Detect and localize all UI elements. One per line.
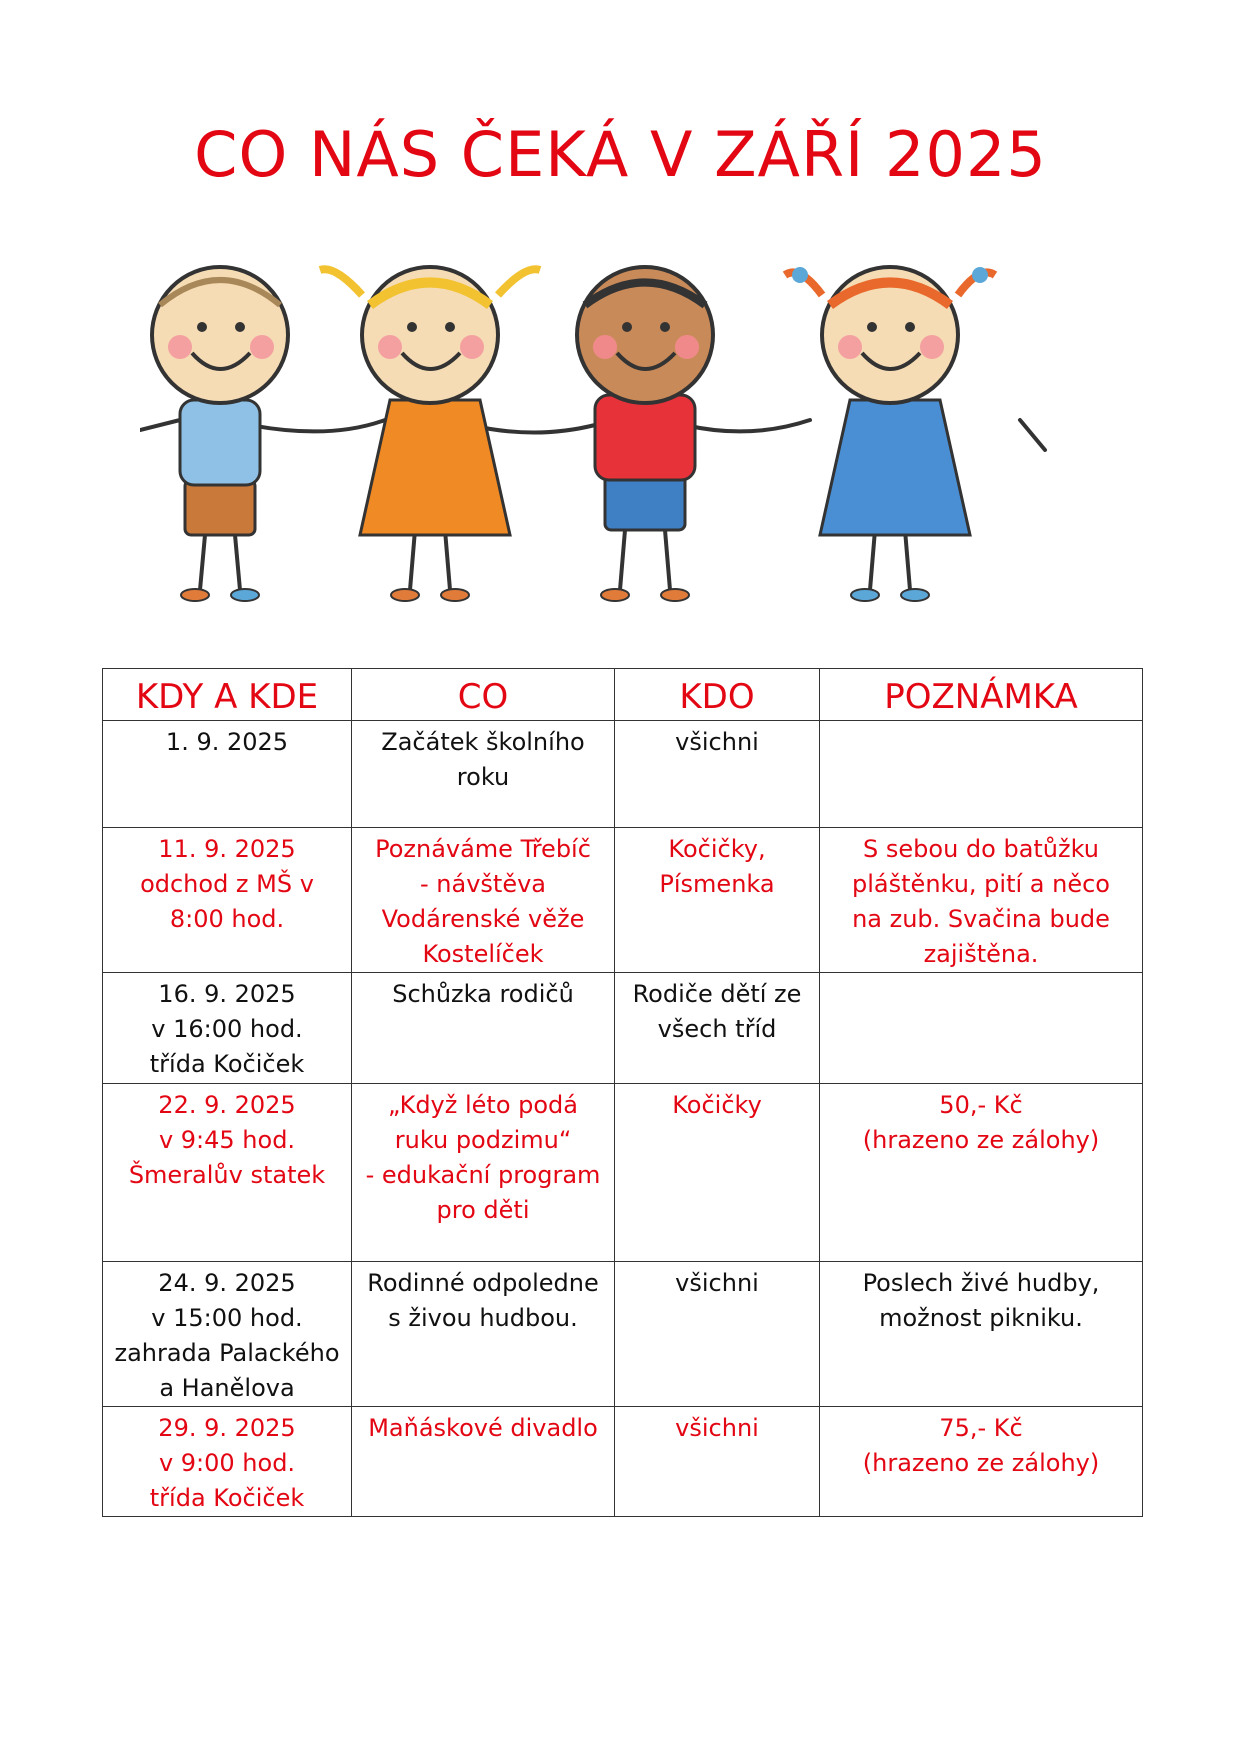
cell-note	[820, 721, 1143, 828]
boy-figure-left	[152, 267, 288, 601]
cell-note: Poslech živé hudby, možnost pikniku.	[820, 1262, 1143, 1407]
cell-when-where: 29. 9. 2025 v 9:00 hod. třída Kočiček	[103, 1407, 352, 1517]
table-row	[103, 721, 1143, 828]
page-title: CO NÁS ČEKÁ V ZÁŘÍ 2025	[194, 118, 1047, 191]
girl-figure-yellow-hair	[320, 267, 540, 601]
cell-note: 50,- Kč (hrazeno ze zálohy)	[820, 1084, 1143, 1262]
cell-who: Rodiče dětí ze všech tříd	[615, 973, 820, 1084]
boy-figure-red-shirt	[577, 267, 713, 601]
cell-what: Začátek školního roku	[352, 721, 615, 828]
table-row	[103, 828, 1143, 973]
cell-note: 75,- Kč (hrazeno ze zálohy)	[820, 1407, 1143, 1517]
girl-figure-red-hair	[785, 267, 995, 601]
table-row	[103, 1084, 1143, 1262]
cell-who: všichni	[615, 1262, 820, 1407]
header-poznamka: POZNÁMKA	[820, 669, 1143, 721]
cell-who: všichni	[615, 1407, 820, 1517]
cell-what: Rodinné odpoledne s živou hudbou.	[352, 1262, 615, 1407]
header-co: CO	[352, 669, 615, 721]
cell-what: Poznáváme Třebíč - návštěva Vodárenské věže Kostelíček	[352, 828, 615, 973]
table-row	[103, 973, 1143, 1084]
cell-note: S sebou do batůžku pláštěnku, pití a něco na zub. Svačina bude zajištěna.	[820, 828, 1143, 973]
cell-when-where: 22. 9. 2025 v 9:45 hod. Šmeralův statek	[103, 1084, 352, 1262]
cell-when-where: 11. 9. 2025 odchod z MŠ v 8:00 hod.	[103, 828, 352, 973]
children-illustration	[140, 235, 1100, 620]
cell-what: Maňáskové divadlo	[352, 1407, 615, 1517]
cell-when-where: 24. 9. 2025 v 15:00 hod. zahrada Palackého a Hanělova	[103, 1262, 352, 1407]
cell-who: Kočičky, Písmenka	[615, 828, 820, 973]
schedule-table	[102, 668, 1143, 1517]
cell-who: Kočičky	[615, 1084, 820, 1262]
table-row	[103, 1262, 1143, 1407]
cell-when-where: 16. 9. 2025 v 16:00 hod. třída Kočiček	[103, 973, 352, 1084]
header-kdy-a-kde: KDY A KDE	[103, 669, 352, 721]
table-header-row	[103, 669, 1143, 721]
cell-what: „Když léto podá ruku podzimu“ - edukační program pro děti	[352, 1084, 615, 1262]
cell-what: Schůzka rodičů	[352, 973, 615, 1084]
table-row	[103, 1407, 1143, 1517]
cell-when-where: 1. 9. 2025	[103, 721, 352, 828]
header-kdo: KDO	[615, 669, 820, 721]
cell-note	[820, 973, 1143, 1084]
cell-who: všichni	[615, 721, 820, 828]
